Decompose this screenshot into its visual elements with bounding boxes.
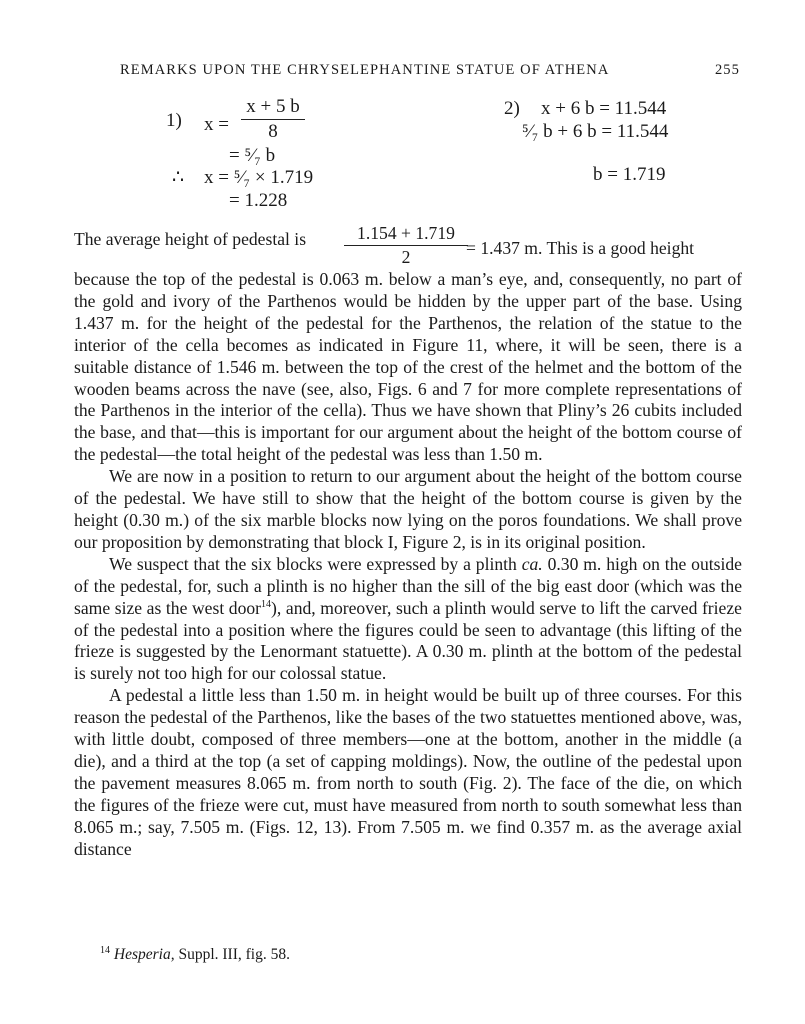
footnote-text: Suppl. III, fig. 58.: [178, 946, 290, 963]
paragraph: [74, 685, 742, 860]
paragraph: [74, 466, 742, 554]
paragraph-text: We are now in a position to return to our argument about the height of the bottom course of the pedestal. We have still to show that the height of the bottom course is given by the height (0.30 m.) of the six marble blocks now lying on the poros foundations. We shall prove our proposition by demonstrating that block I, Figure 2, is in its original position.: [74, 466, 742, 552]
eq1-line4: = 1.228: [229, 190, 288, 211]
paragraph: because the top of the pedestal is 0.063 m. below a man’s eye, and, consequently, no part of the gold and ivory of the Parthenos would be hidden by the upper part of the base. Using 1.437 m. for the height of the pedestal for the Parthenos, the relation of the statue to the interior of the cella becomes as indicated in Figure 11, where, it will be seen, there is a suitable distance of 1.546 m. between the top of the crest of the helmet and the bottom of the wooden beams across the nave (see, also, Figs. 6 and 7 for more complete representations of the Parthenos in the interior of the cella). Thus we have shown that Pliny’s 26 cubits included the base, and that—this is important for our argument about the height of the bottom course of the pedestal—the total height of the pedestal was less than 1.50 m.: [74, 269, 742, 465]
fraction-bar: [241, 119, 305, 120]
eq2-line3: b = 1.719: [593, 164, 666, 185]
paragraph-text: ), and, moreover, such a plinth would serve to lift the carved frieze of the pedestal into a position where the figures could be seen to advantage (this lifting of the frieze is suggested by the Lenormant statuette). A 0.30 m. plinth at the bottom of the pedestal is surely not too high for our colossal statue.: [74, 597, 742, 684]
italic-ca: ca.: [521, 553, 543, 574]
paragraph: [74, 554, 742, 685]
running-title: REMARKS UPON THE CHRYSELEPHANTINE STATUE OF ATHENA: [120, 62, 610, 78]
eq1-line2: = ⁵⁄₇ b: [229, 145, 276, 166]
eq2-line2: ⁵⁄₇ b + 6 b = 11.544: [522, 121, 669, 142]
eq1-line3: x = ⁵⁄₇ × 1.719: [204, 167, 314, 188]
eq1-fraction: [241, 96, 305, 143]
eq1-numerator: x + 5 b: [246, 96, 300, 117]
running-header: [120, 62, 740, 79]
eq1-x-equals: x =: [204, 114, 229, 135]
body-text: [74, 269, 742, 860]
eq1-label: 1): [166, 110, 182, 131]
footnote-journal: Hesperia,: [113, 946, 175, 963]
therefore-symbol: ∴: [172, 167, 185, 188]
fraction-bar: [344, 245, 468, 246]
average-denominator: 2: [401, 247, 411, 267]
average-suffix: = 1.437 m. This is a good height: [466, 238, 695, 258]
footnote: [100, 946, 290, 964]
eq1-denominator: 8: [268, 121, 278, 142]
footnote-number: 14: [100, 944, 110, 956]
paragraph-text: 0.30 m. high on the outside of the pedestal, for, such a plinth is no higher than the sill of the big east door (which was the same size as the west door: [74, 553, 742, 618]
paragraph-text: We suspect that the six blocks were expressed by a plinth: [109, 553, 517, 574]
average-prefix: The average height of pedestal is: [74, 229, 307, 249]
average-numerator: 1.154 + 1.719: [357, 223, 455, 243]
paragraph-text: A pedestal a little less than 1.50 m. in height would be built up of three courses. For this reason the pedestal of the Parthenos, like the bases of the two statuettes mentioned above, was, with little doubt, composed of three members—one at the bottom, another in the middle (a die), and a third at the top (a set of capping moldings). Now, the outline of the pedestal upon the pavement measures 8.065 m. from north to south (Fig. 2). The face of the die, on which the figures of the frieze were cut, must have measured from north to south somewhat less than 8.065 m.; say, 7.505 m. (Figs. 12, 13). From 7.505 m. we find 0.357 m. as the average axial distance: [74, 685, 742, 859]
page-number: 255: [714, 62, 740, 78]
average-fraction: [344, 223, 468, 268]
footnote-ref[interactable]: 14: [261, 598, 272, 610]
eq2-line1: x + 6 b = 11.544: [541, 98, 667, 119]
eq2-label: 2): [504, 98, 520, 119]
